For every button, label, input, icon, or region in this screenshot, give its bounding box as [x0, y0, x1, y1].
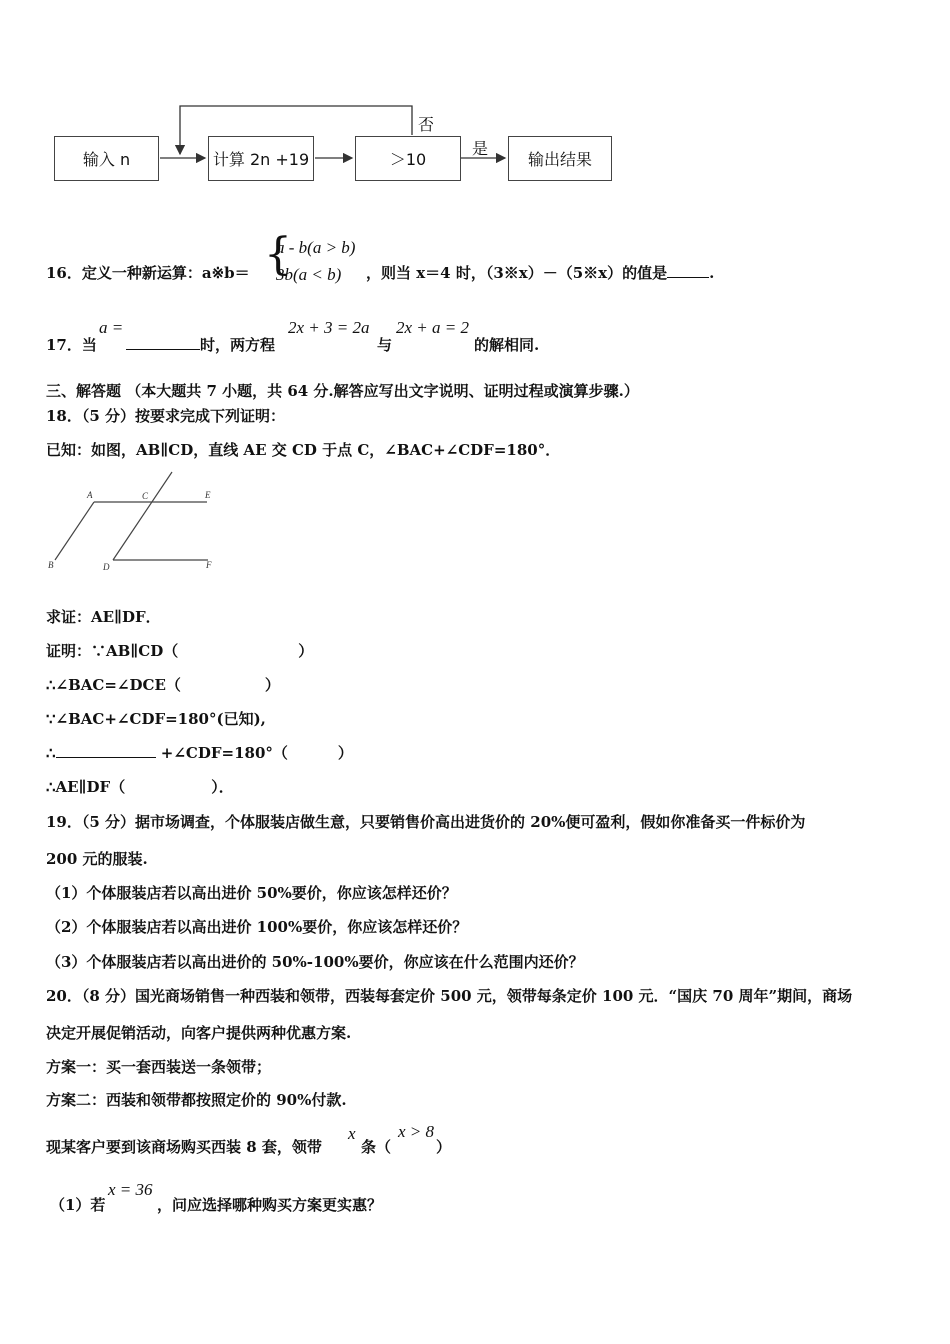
q20-line-2: 决定开展促销活动，向客户提供两种优惠方案. [46, 1024, 352, 1042]
flowchart-compute-box [208, 136, 314, 181]
q19-line-2: 200 元的服装. [46, 850, 148, 868]
q17-prefix: 17．当 [46, 336, 97, 354]
q20-buy-cond: x > 8 [398, 1122, 435, 1141]
flowchart-condition-text: ＞10 [389, 150, 427, 169]
flowchart-compute-text: 计算 2n +19 [212, 150, 310, 169]
q20-sub1-eq: x = 36 [108, 1180, 153, 1199]
q20-buy-prefix: 现某客户要到该商场购买西装 8 套，领带 [46, 1138, 322, 1156]
q17-eq2: 2x + a = 2 [396, 318, 469, 337]
label-A: A [87, 490, 93, 500]
q20-plan-1: 方案一：买一套西装送一条领带； [46, 1058, 272, 1076]
q18-step-3: ∵∠BAC+∠CDF=180°(已知), [46, 710, 266, 728]
q20-buy-mid: 条（ [361, 1138, 392, 1156]
q20-buy-end: ） [436, 1138, 452, 1156]
q20-sub1-suffix: ，问应选择哪种购买方案更实惠？ [157, 1196, 383, 1214]
q19-item-2: （2）个体服装店若以高出进价 100%要价，你应该怎样还价？ [46, 918, 468, 936]
q16-prefix: 16．定义一种新运算：a※b＝ [46, 264, 250, 282]
label-B: B [48, 560, 54, 570]
flowchart-input-text: 输入 n [82, 150, 131, 169]
q17-a-eq: a = [99, 318, 124, 337]
q16-case2: 3b(a < b) [276, 265, 342, 284]
label-F: F [206, 560, 212, 570]
q18-step-1: 证明：∵AB∥CD（ ） [46, 642, 314, 660]
q18-step-2: ∴∠BAC=∠DCE（ ） [46, 676, 280, 694]
q17-eq1: 2x + 3 = 2a [288, 318, 370, 337]
q16-brace: { [264, 229, 292, 280]
q20-sub1-prefix: （1）若 [50, 1196, 106, 1214]
flowchart-output-text: 输出结果 [527, 150, 592, 169]
q18-step-4: ∴ +∠CDF=180°（ ） [46, 744, 353, 762]
q18-prove: 求证：AE∥DF． [46, 608, 161, 626]
flowchart-no-label: 否 [418, 115, 435, 134]
q18-figure [40, 468, 230, 578]
label-E: E [205, 490, 211, 500]
q17-answer-blank[interactable] [126, 349, 200, 350]
label-D: D [103, 562, 110, 572]
q20-line-1: 20．（8 分）国光商场销售一种西装和领带，西装每套定价 500 元，领带每条定价 100 元．“国庆 70 周年”期间，商场 [46, 987, 853, 1005]
label-C: C [142, 491, 149, 501]
q17-suffix: 的解相同. [474, 336, 540, 354]
line-through-C [113, 472, 172, 560]
q18-title: 18．（5 分）按要求完成下列证明： [46, 407, 286, 425]
q20-plan-2: 方案二：西装和领带都按照定价的 90%付款. [46, 1091, 347, 1109]
q19-item-1: （1）个体服装店若以高出进价 50%要价，你应该怎样还价？ [46, 884, 457, 902]
flowchart-yes-label: 是 [472, 139, 489, 158]
q16-answer-blank[interactable] [667, 277, 709, 278]
q19-line-1: 19．（5 分）据市场调查，个体服装店做生意，只要销售价高出进货价的 20%便可盈利，假如你准备买一件标价为 [46, 813, 806, 831]
flowchart-input-box [54, 136, 159, 181]
flowchart-output-box [508, 136, 612, 181]
q18-step-5: ∴AE∥DF（ ）． [46, 778, 234, 796]
line-AB [55, 502, 94, 560]
q18-step-4-blank-angle[interactable] [56, 757, 156, 758]
flowchart-condition-box [355, 136, 461, 181]
q18-given: 已知：如图，AB∥CD，直线 AE 交 CD 于点 C，∠BAC+∠CDF=180°． [46, 441, 561, 459]
section-3-heading: 三、解答题 （本大题共 7 小题，共 64 分.解答应写出文字说明、证明过程或演算步骤.） [46, 382, 639, 400]
q20-buy-x: x [348, 1124, 356, 1143]
q17-and: 与 [377, 336, 393, 354]
q19-item-3: （3）个体服装店若以高出进价的 50%-100%要价，你应该在什么范围内还价？ [46, 953, 584, 971]
q16-case1: a - b(a > b) [276, 238, 356, 257]
q17-mid: 时，两方程 [126, 334, 275, 355]
q16-suffix: ，则当 x＝4 时，（3※x）－（5※x）的值是 . [366, 264, 715, 282]
